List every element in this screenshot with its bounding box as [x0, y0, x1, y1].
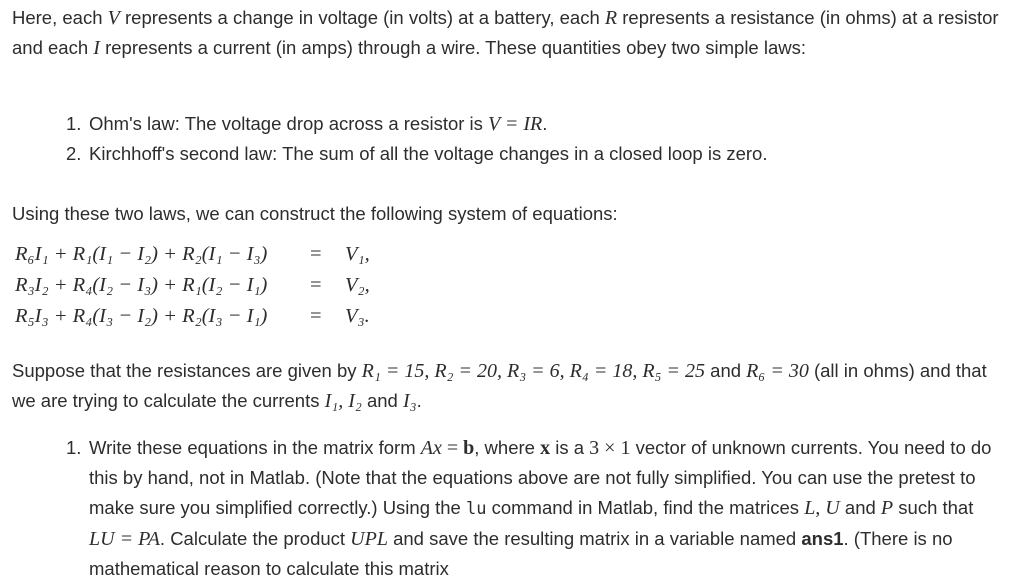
task-text: . Calculate the product: [159, 528, 351, 549]
equation-rhs: V₂,: [345, 274, 370, 296]
variable-name: ans1: [801, 528, 844, 549]
task-list: [12, 433, 1012, 584]
task-text: and: [839, 497, 881, 518]
task-text: Write these equations in the matrix form: [89, 437, 421, 458]
math-x: x: [540, 437, 551, 459]
intro-text: represents a resistance (in ohms) at a resistor and each: [12, 7, 999, 58]
construct-text: Using these two laws, we can construct the following system of equations:: [12, 203, 618, 224]
suppose-text: and: [361, 390, 403, 411]
intro-text: represents a change in voltage (in volts) at a battery, each: [119, 7, 605, 28]
suppose-paragraph: [12, 356, 1002, 416]
equation-rhs: V₁,: [345, 243, 370, 265]
list-item: [12, 139, 1012, 169]
equation-row: [12, 239, 412, 270]
intro-text: Here, each: [12, 7, 108, 28]
math-lu: L, U: [804, 497, 840, 519]
intro-paragraph: [12, 3, 1002, 63]
math-currents: I₁, I₂: [324, 390, 362, 412]
intro-text: represents a current (in amps) through a wire. These quantities obey two simple laws:: [99, 37, 807, 58]
law-text: Kirchhoff's second law: The sum of all the voltage changes in a closed loop is zero.: [89, 143, 768, 164]
task-text: such that: [893, 497, 974, 518]
punctuation: .: [416, 390, 422, 411]
math-v: V: [107, 7, 120, 29]
equals-sign: =: [310, 243, 322, 265]
math-ax: Ax: [420, 437, 442, 459]
list-item: [12, 109, 1012, 139]
task-text: vector of unknown currents. You need to do this by hand, not in Matlab. (Note that the equations above are not fully simplified. You can use the pretest to make sure you simplified correctly.) Using the: [89, 437, 992, 518]
math-dimension: 3 × 1: [589, 437, 631, 459]
task-text: command in Matlab, find the matrices: [486, 497, 805, 518]
list-item: [12, 433, 999, 584]
equation-rhs: V₃.: [345, 305, 370, 327]
math-upl: UPL: [350, 528, 388, 550]
punctuation: .: [542, 113, 548, 134]
equals-sign: =: [310, 274, 322, 296]
laws-list: [12, 109, 1012, 169]
equation-lhs: R₆I₁ + R₁(I₁ − I₂) + R₂(I₁ − I₃): [15, 243, 268, 265]
equals-sign: =: [441, 437, 464, 459]
task-text: is a: [550, 437, 590, 458]
equation-lhs: R₅I₃ + R₄(I₃ − I₂) + R₂(I₃ − I₁): [15, 305, 268, 327]
suppose-text: (all in ohms) and that we are trying to calculate the currents: [12, 360, 987, 411]
math-resistances: R₁ = 15, R₂ = 20, R₃ = 6, R₄ = 18, R₅ = 25: [361, 360, 706, 382]
math-i: I: [93, 37, 100, 59]
code-lu: lu: [465, 499, 487, 519]
task-text: . (There is no mathematical reason to calculate this matrix: [89, 528, 953, 579]
math-b: b: [463, 437, 475, 459]
list-number: 1.: [66, 113, 82, 134]
equation-row: [12, 270, 412, 301]
equation-system: [12, 239, 412, 332]
math-p: P: [880, 497, 894, 519]
math-lu-pa: LU = PA: [89, 528, 160, 550]
task-text: , where: [474, 437, 541, 458]
equation-lhs: R₃I₂ + R₄(I₂ − I₃) + R₁(I₂ − I₁): [15, 274, 268, 296]
equals-sign: =: [310, 305, 322, 327]
task-text: and save the resulting matrix in a variable named: [387, 528, 802, 549]
list-number: 2.: [66, 143, 82, 164]
math-i3: I₃: [403, 390, 417, 412]
suppose-text: and: [705, 360, 747, 381]
math-ohm: V = IR: [488, 113, 543, 135]
list-number: 1.: [66, 437, 82, 458]
suppose-text: Suppose that the resistances are given by: [12, 360, 362, 381]
law-text: Ohm's law: The voltage drop across a resistor is: [89, 113, 489, 134]
math-r: R: [604, 7, 618, 29]
math-r6: R₆ = 30: [746, 360, 809, 382]
equation-row: [12, 301, 412, 332]
